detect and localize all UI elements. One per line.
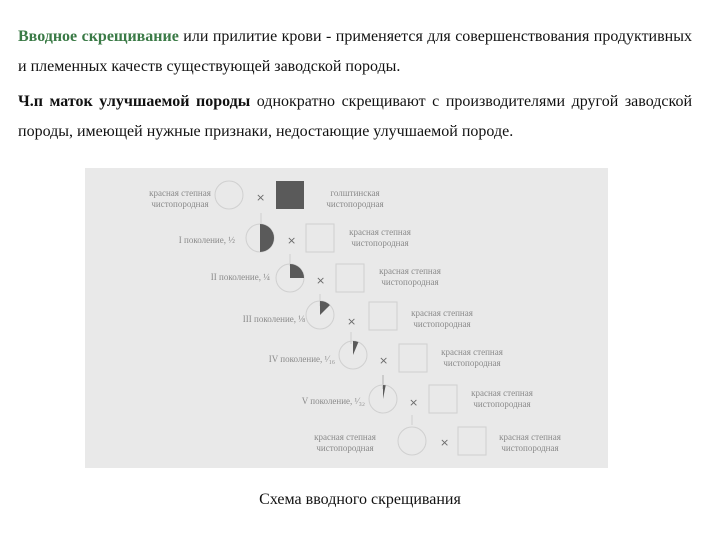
red-steppe-square-5 [428, 384, 458, 414]
row5-right-label: красная степная чистопородная [471, 388, 533, 409]
paragraph-method-text: однократно скрещивают с производителями другой заводской породы, имеющей нужные признаки, недостающие улучшаемой породе. [18, 93, 693, 140]
term-introductory-crossing: Вводное скрещивание [18, 28, 179, 45]
cross-sign-3: × [347, 315, 357, 328]
gen5-circle-thirtysecond [368, 384, 398, 414]
red-steppe-square-3 [368, 301, 398, 331]
gen4-circle-sixteenth [338, 340, 368, 370]
row3-left-label: III поколение, ⅛ [242, 314, 305, 324]
cross-sign-0: × [256, 191, 266, 204]
row2-left-label: II поколение, ¼ [210, 272, 270, 282]
row1-right-label: красная степная чистопородная [349, 227, 411, 248]
cross-sign-1: × [287, 234, 297, 247]
gen3-circle-eighth [305, 300, 335, 330]
row6-left-label: красная степная чистопородная [314, 432, 376, 453]
crossing-scheme-diagram [85, 168, 608, 468]
holstein-square-filled [275, 180, 305, 210]
diagram-caption: Схема вводного скрещивания [259, 491, 461, 508]
red-steppe-square-6 [457, 426, 487, 456]
cross-sign-6: × [440, 436, 450, 449]
row5-left-label: V поколение, ¹⁄₃₂ [301, 396, 365, 406]
cross-sign-2: × [316, 274, 326, 287]
term-dams: Ч.п маток улучшаемой породы [18, 93, 251, 110]
red-steppe-square-2 [335, 263, 365, 293]
row2-right-label: красная степная чистопородная [379, 266, 441, 287]
gen1-circle-half [245, 223, 275, 253]
row6-right-label: красная степная чистопородная [499, 432, 561, 453]
row4-right-label: красная степная чистопородная [441, 347, 503, 368]
row0-right-label: голштинская чистопородная [326, 188, 384, 209]
row4-left-label: IV поколение, ¹⁄₁₆ [268, 354, 335, 364]
paragraph-intro [18, 22, 692, 82]
cross-sign-5: × [409, 396, 419, 409]
cross-sign-4: × [379, 354, 389, 367]
row3-right-label: красная степная чистопородная [411, 308, 473, 329]
connector-line-5 [409, 415, 415, 425]
red-steppe-square-4 [398, 343, 428, 373]
paragraph-intro-text: или прилитие крови - применяется для совершенствования продуктивных и племенных качеств существующей заводской породы. [18, 28, 692, 75]
row1-left-label: I поколение, ½ [178, 235, 235, 245]
gen2-circle-quarter [275, 263, 305, 293]
red-steppe-square-1 [305, 223, 335, 253]
row0-left-label: красная степная чистопородная [149, 188, 211, 209]
purebred-red-steppe-circle-final [397, 426, 427, 456]
paragraph-method [18, 87, 692, 147]
purebred-red-steppe-circle [214, 180, 244, 210]
